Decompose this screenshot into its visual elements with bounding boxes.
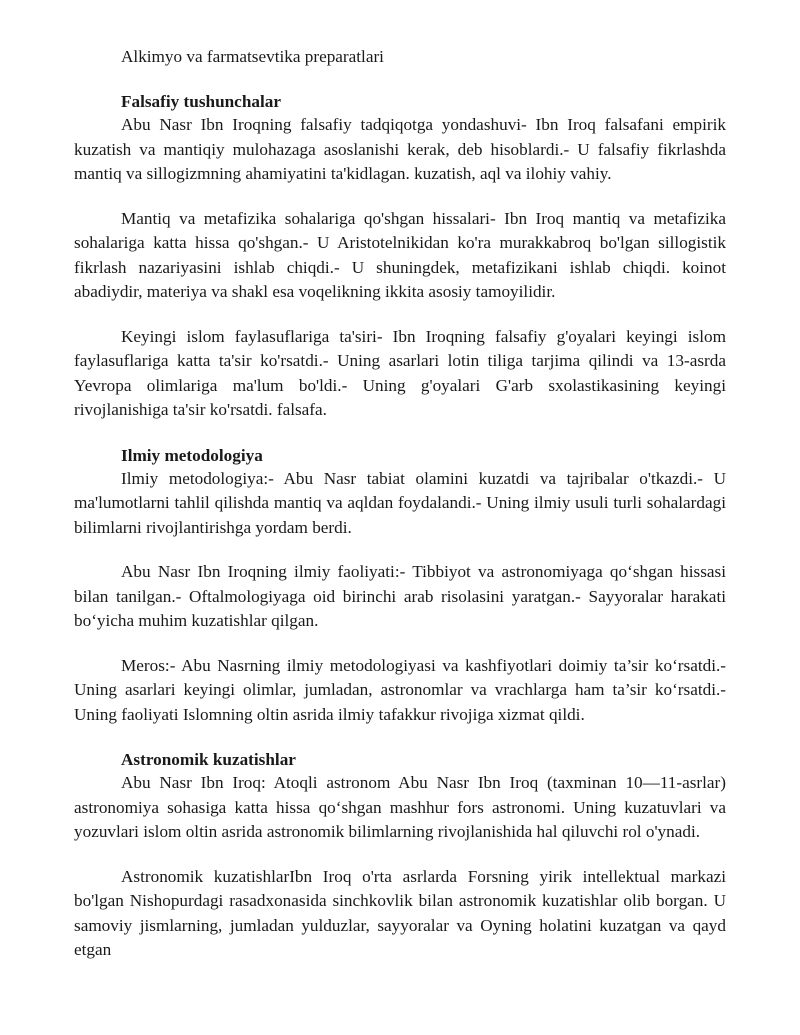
paragraph: Meros:- Abu Nasrning ilmiy metodologiyasi va kashfiyotlari doimiy ta’sir ko‘rsatdi.- Uning asarlari keyingi olimlar, jumladan, astronomlar va vrachlarga ham ta’sir ko‘rsatdi.- Uning faoliyati Islomning oltin asrida ilmiy tafakkur rivojiga xizmat qildi.: [74, 655, 726, 724]
paragraph: Abu Nasr Ibn Iroqning falsafiy tadqiqotga yondashuvi- Ibn Iroq falsafani empirik kuzatish va mantiqiy mulohazaga asoslanishi kerak, deb hisoblardi.- U falsafiy fikrlashda mantiq va sillogizmning ahamiyatini ta'kidlagan. kuzatish, aql va ilohiy vahiy.: [74, 115, 726, 183]
section-heading: Astronomik kuzatishlar: [121, 750, 296, 769]
paragraph: Astronomik kuzatishlarIbn Iroq o'rta asrlarda Forsning yirik intellektual markazi bo'lgan Nishopurdagi rasadxonasida sinchkovlik bilan astronomik kuzatishlar olib borgan. U samoviy jismlarning, jumladan yulduzlar, sayyoralar va Oyning holatini kuzatgan va qayd etgan: [74, 866, 726, 959]
section-falsafiy-tushunchalar: [74, 91, 726, 423]
paragraph: Mantiq va metafizika sohalariga qo'shgan hissalari- Ibn Iroq mantiq va metafizika sohalariga katta hissa qo'shgan.- U Aristotelnikidan ko'ra murakkabroq bo'lgan sillogistik fikrlash nazariyasini ishlab chiqdi.- U shuningdek, metafizikani ishlab chiqdi. koinot abadiydir, materiya va shakl esa voqelikning ikkita asosiy tamoyilidir.: [74, 208, 726, 301]
paragraph: Keyingi islom faylasuflariga ta'siri- Ibn Iroqning falsafiy g'oyalari keyingi islom faylasuflariga katta ta'sir ko'rsatdi.- Uning asarlari lotin tiliga tarjima qilindi va 13-asrda Yevropa olimlariga ma'lum bo'ldi.- Uning g'oyalari G'arb sxolastikasining keyingi rivojlanishiga ta'sir ko'rsatdi. falsafa.: [74, 326, 726, 419]
section-heading: Ilmiy metodologiya: [121, 445, 263, 465]
section-heading: Falsafiy tushunchalar: [121, 92, 281, 111]
document-title: Alkimyo va farmatsevtika preparatlari: [121, 47, 384, 66]
paragraph: Ilmiy metodologiya:- Abu Nasr tabiat olamini kuzatdi va tajribalar o'tkazdi.- U ma'lumotlarni tahlil qilishda mantiq va aqldan foydalandi.- Uning ilmiy usuli turli sohalardagi bilimlarni rivojlantirishga yordam berdi.: [74, 468, 726, 537]
paragraph: Abu Nasr Ibn Iroqning ilmiy faoliyati:- Tibbiyot va astronomiyaga qo‘shgan hissasi bilan tanilgan.- Oftalmologiyaga oid birinchi arab risolasini yaratgan.- Sayyoralar harakati bo‘yicha muhim kuzatishlar qilgan.: [74, 562, 726, 630]
paragraph: Abu Nasr Ibn Iroq: Atoqli astronom Abu Nasr Ibn Iroq (taxminan 10—11-asrlar) astronomiya sohasiga katta hissa qo‘shgan mashhur fors astronomi. Uning kuzatuvlari va yozuvlari islom oltin asrida astronomik bilimlarning rivojlanishida hal qiluvchi rol o'ynadi.: [74, 773, 726, 841]
section-ilmiy-metodologiya: [74, 445, 726, 728]
document-body: [74, 44, 726, 963]
section-astronomik-kuzatishlar: [74, 749, 726, 963]
